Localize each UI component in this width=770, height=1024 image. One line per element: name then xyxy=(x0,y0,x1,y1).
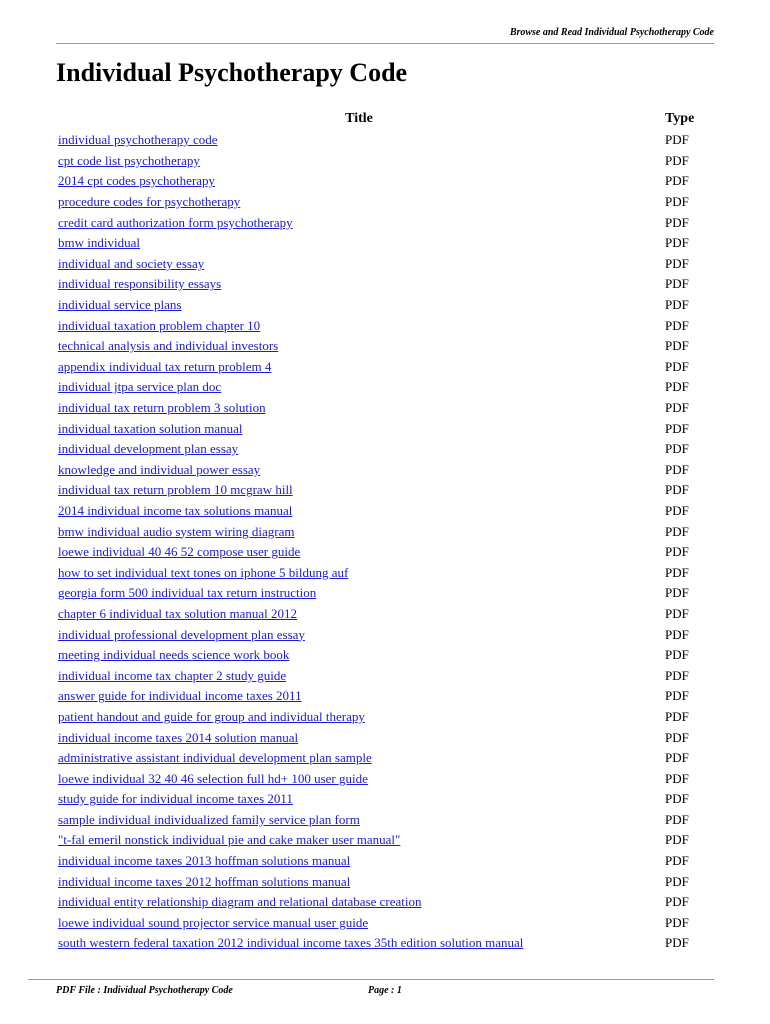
table-row xyxy=(58,933,718,954)
document-link[interactable]: procedure codes for psychotherapy xyxy=(58,194,241,210)
document-link[interactable]: individual entity relationship diagram and relational database creation xyxy=(58,894,422,910)
document-link[interactable]: 2014 cpt codes psychotherapy xyxy=(58,173,216,189)
file-type-label: PDF xyxy=(665,544,689,560)
table-row xyxy=(58,707,718,728)
table-row xyxy=(58,871,718,892)
table-row xyxy=(58,686,718,707)
document-link[interactable]: cpt code list psychotherapy xyxy=(58,152,200,168)
column-header-type: Type xyxy=(665,111,695,126)
table-row xyxy=(58,604,718,625)
file-type-label: PDF xyxy=(665,935,689,951)
running-header: Browse and Read Individual Psychotherapy Code xyxy=(509,27,714,38)
file-type-label: PDF xyxy=(665,276,689,292)
file-type-label: PDF xyxy=(665,173,689,189)
file-type-label: PDF xyxy=(665,647,689,663)
document-link[interactable]: answer guide for individual income taxes 2011 xyxy=(58,688,302,704)
file-type-label: PDF xyxy=(665,791,689,807)
table-row xyxy=(58,254,718,275)
file-type-label: PDF xyxy=(665,894,689,910)
file-type-label: PDF xyxy=(665,400,689,416)
file-type-label: PDF xyxy=(665,441,689,457)
file-type-label: PDF xyxy=(665,708,689,724)
file-type-label: PDF xyxy=(665,379,689,395)
document-link[interactable]: bmw individual audio system wiring diagram xyxy=(58,523,295,539)
table-row xyxy=(58,315,718,336)
table-row xyxy=(58,665,718,686)
table-row xyxy=(58,439,718,460)
file-type-label: PDF xyxy=(665,729,689,745)
document-link[interactable]: individual psychotherapy code xyxy=(58,132,218,148)
file-type-label: PDF xyxy=(665,482,689,498)
document-link[interactable]: individual income tax chapter 2 study guide xyxy=(58,667,287,683)
document-link[interactable]: credit card authorization form psychotherapy xyxy=(58,214,293,230)
document-link[interactable]: individual tax return problem 3 solution xyxy=(58,400,266,416)
file-type-label: PDF xyxy=(665,585,689,601)
table-row xyxy=(58,377,718,398)
document-list xyxy=(58,130,718,954)
table-row xyxy=(58,192,718,213)
table-row xyxy=(58,212,718,233)
document-link[interactable]: georgia form 500 individual tax return instruction xyxy=(58,585,317,601)
file-type-label: PDF xyxy=(665,832,689,848)
file-type-label: PDF xyxy=(665,338,689,354)
file-type-label: PDF xyxy=(665,214,689,230)
footer-divider xyxy=(28,979,714,980)
document-link[interactable]: appendix individual tax return problem 4 xyxy=(58,358,272,374)
table-row xyxy=(58,171,718,192)
file-type-label: PDF xyxy=(665,152,689,168)
file-type-label: PDF xyxy=(665,750,689,766)
document-link[interactable]: individual service plans xyxy=(58,297,182,313)
table-row xyxy=(58,624,718,645)
document-link[interactable]: individual taxation solution manual xyxy=(58,420,243,436)
file-type-label: PDF xyxy=(665,502,689,518)
document-link[interactable]: individual jtpa service plan doc xyxy=(58,379,222,395)
table-row xyxy=(58,727,718,748)
document-link[interactable]: administrative assistant individual development plan sample xyxy=(58,750,372,766)
header-divider xyxy=(56,43,714,44)
file-type-label: PDF xyxy=(665,132,689,148)
table-row xyxy=(58,892,718,913)
table-row xyxy=(58,398,718,419)
file-type-label: PDF xyxy=(665,420,689,436)
document-link[interactable]: individual tax return problem 10 mcgraw hill xyxy=(58,482,293,498)
file-type-label: PDF xyxy=(665,194,689,210)
document-link[interactable]: loewe individual 32 40 46 selection full hd+ 100 user guide xyxy=(58,770,368,786)
document-link[interactable]: how to set individual text tones on iphone 5 bildung auf xyxy=(58,564,349,580)
table-row xyxy=(58,562,718,583)
document-link[interactable]: individual income taxes 2013 hoffman solutions manual xyxy=(58,853,351,869)
document-link[interactable]: individual income taxes 2014 solution manual xyxy=(58,729,299,745)
document-link[interactable]: sample individual individualized family service plan form xyxy=(58,811,360,827)
file-type-label: PDF xyxy=(665,688,689,704)
document-link[interactable]: loewe individual 40 46 52 compose user guide xyxy=(58,544,301,560)
table-row xyxy=(58,357,718,378)
table-row xyxy=(58,460,718,481)
file-type-label: PDF xyxy=(665,235,689,251)
table-row xyxy=(58,851,718,872)
footer-file-label: PDF File : Individual Psychotherapy Code xyxy=(56,985,233,996)
table-row xyxy=(58,130,718,151)
document-link[interactable]: south western federal taxation 2012 individual income taxes 35th edition solution manual xyxy=(58,935,524,951)
document-link[interactable]: bmw individual xyxy=(58,235,140,251)
document-link[interactable]: study guide for individual income taxes 2011 xyxy=(58,791,293,807)
document-link[interactable]: "t-fal emeril nonstick individual pie and cake maker user manual" xyxy=(58,832,401,848)
file-type-label: PDF xyxy=(665,255,689,271)
table-row xyxy=(58,645,718,666)
file-type-label: PDF xyxy=(665,811,689,827)
table-row xyxy=(58,748,718,769)
footer-page-number: Page : 1 xyxy=(368,985,402,996)
file-type-label: PDF xyxy=(665,564,689,580)
file-type-label: PDF xyxy=(665,523,689,539)
document-link[interactable]: meeting individual needs science work book xyxy=(58,647,290,663)
table-row xyxy=(58,480,718,501)
document-link[interactable]: loewe individual sound projector service manual user guide xyxy=(58,914,369,930)
document-link[interactable]: individual development plan essay xyxy=(58,441,239,457)
document-link[interactable]: individual income taxes 2012 hoffman solutions manual xyxy=(58,873,351,889)
table-row xyxy=(58,768,718,789)
file-type-label: PDF xyxy=(665,914,689,930)
file-type-label: PDF xyxy=(665,626,689,642)
file-type-label: PDF xyxy=(665,853,689,869)
document-link[interactable]: individual responsibility essays xyxy=(58,276,222,292)
file-type-label: PDF xyxy=(665,297,689,313)
table-row xyxy=(58,336,718,357)
file-type-label: PDF xyxy=(665,770,689,786)
column-header-title: Title xyxy=(345,111,373,126)
table-row xyxy=(58,274,718,295)
table-row xyxy=(58,151,718,172)
table-row xyxy=(58,789,718,810)
table-row xyxy=(58,295,718,316)
document-link[interactable]: chapter 6 individual tax solution manual 2012 xyxy=(58,605,298,621)
file-type-label: PDF xyxy=(665,461,689,477)
file-type-label: PDF xyxy=(665,605,689,621)
table-row xyxy=(58,521,718,542)
table-row xyxy=(58,583,718,604)
page-title: Individual Psychotherapy Code xyxy=(56,58,408,87)
document-link[interactable]: individual professional development plan essay xyxy=(58,626,305,642)
table-row xyxy=(58,830,718,851)
table-row xyxy=(58,233,718,254)
document-link[interactable]: knowledge and individual power essay xyxy=(58,461,261,477)
table-row xyxy=(58,542,718,563)
table-row xyxy=(58,810,718,831)
document-link[interactable]: technical analysis and individual investors xyxy=(58,338,279,354)
file-type-label: PDF xyxy=(665,317,689,333)
document-link[interactable]: individual and society essay xyxy=(58,255,205,271)
document-link[interactable]: 2014 individual income tax solutions manual xyxy=(58,502,293,518)
file-type-label: PDF xyxy=(665,667,689,683)
table-row xyxy=(58,913,718,934)
file-type-label: PDF xyxy=(665,873,689,889)
table-row xyxy=(58,501,718,522)
document-link[interactable]: patient handout and guide for group and individual therapy xyxy=(58,708,365,724)
table-row xyxy=(58,418,718,439)
document-link[interactable]: individual taxation problem chapter 10 xyxy=(58,317,261,333)
file-type-label: PDF xyxy=(665,358,689,374)
